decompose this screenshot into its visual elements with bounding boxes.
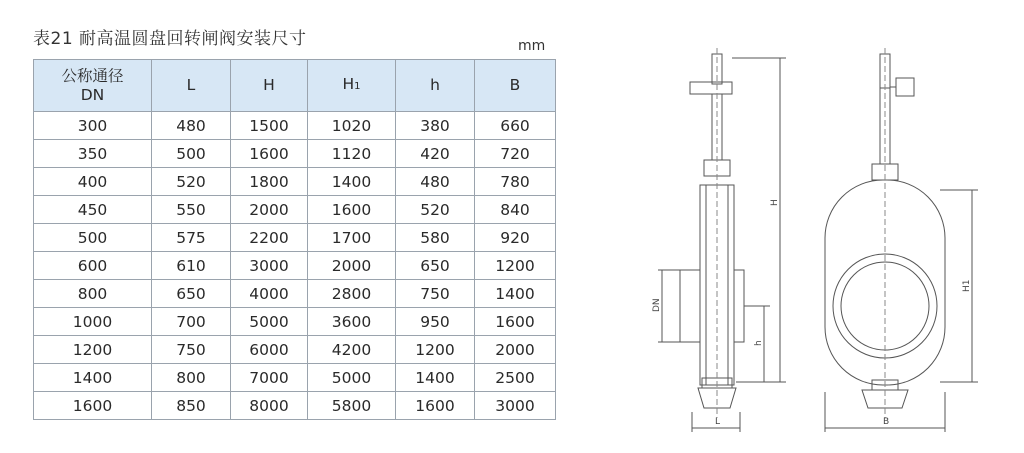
table-cell: 750 <box>396 280 475 308</box>
table-cell: 1800 <box>231 168 308 196</box>
table-cell: 720 <box>475 140 556 168</box>
dimension-table <box>33 59 556 420</box>
header-h: H <box>231 60 308 112</box>
table-cell: 5000 <box>308 364 396 392</box>
table-cell: 660 <box>475 112 556 140</box>
table-cell: 840 <box>475 196 556 224</box>
unit-label: mm <box>518 38 546 54</box>
table-cell: 2500 <box>475 364 556 392</box>
table-cell: 480 <box>152 112 231 140</box>
table-cell: 1400 <box>34 364 152 392</box>
table-header-row <box>34 60 556 112</box>
table-cell: 1400 <box>396 364 475 392</box>
table-row <box>34 280 556 308</box>
table-cell: 500 <box>34 224 152 252</box>
table-cell: 650 <box>152 280 231 308</box>
table-cell: 1200 <box>396 336 475 364</box>
table-row <box>34 336 556 364</box>
table-row <box>34 392 556 420</box>
table-cell: 500 <box>152 140 231 168</box>
table-cell: 5800 <box>308 392 396 420</box>
table-title: 表21 耐高温圆盘回转闸阀安装尺寸 <box>33 29 307 49</box>
table-cell: 550 <box>152 196 231 224</box>
header-h1: H1 <box>308 60 396 112</box>
front-view <box>825 48 978 432</box>
table-cell: 950 <box>396 308 475 336</box>
label-b: B <box>883 417 890 427</box>
header-h-small: h <box>396 60 475 112</box>
table-cell: 850 <box>152 392 231 420</box>
table-cell: 380 <box>396 112 475 140</box>
header-dn <box>34 60 152 112</box>
table-cell: 1600 <box>475 308 556 336</box>
table-cell: 4000 <box>231 280 308 308</box>
header-b: B <box>475 60 556 112</box>
table-cell: 3000 <box>475 392 556 420</box>
table-cell: 1500 <box>231 112 308 140</box>
table-cell: 780 <box>475 168 556 196</box>
side-flange-right <box>734 270 744 342</box>
table-cell: 650 <box>396 252 475 280</box>
table-row <box>34 364 556 392</box>
table-cell: 1600 <box>231 140 308 168</box>
table-cell: 600 <box>34 252 152 280</box>
table-cell: 2000 <box>475 336 556 364</box>
table-cell: 480 <box>396 168 475 196</box>
table-cell: 5000 <box>231 308 308 336</box>
table-cell: 1600 <box>34 392 152 420</box>
table-cell: 1700 <box>308 224 396 252</box>
table-cell: 8000 <box>231 392 308 420</box>
table-cell: 1200 <box>475 252 556 280</box>
table-cell: 575 <box>152 224 231 252</box>
table-cell: 3600 <box>308 308 396 336</box>
table-cell: 1000 <box>34 308 152 336</box>
table-cell: 1600 <box>308 196 396 224</box>
table-cell: 580 <box>396 224 475 252</box>
table-body <box>34 112 556 420</box>
label-h1: H1 <box>962 279 972 292</box>
table-cell: 300 <box>34 112 152 140</box>
header-dn-en: DN <box>80 85 105 104</box>
table-cell: 1120 <box>308 140 396 168</box>
table-row <box>34 140 556 168</box>
table-cell: 420 <box>396 140 475 168</box>
table-cell: 400 <box>34 168 152 196</box>
table-row <box>34 168 556 196</box>
table-row <box>34 196 556 224</box>
table-cell: 2200 <box>231 224 308 252</box>
label-l: L <box>715 417 721 427</box>
label-dn: DN <box>652 298 662 312</box>
table-row <box>34 308 556 336</box>
label-h-big: H <box>770 199 780 206</box>
side-view <box>658 48 786 432</box>
side-flange-left <box>680 270 700 342</box>
table-cell: 610 <box>152 252 231 280</box>
table-cell: 3000 <box>231 252 308 280</box>
table-cell: 800 <box>34 280 152 308</box>
front-actuator <box>896 78 914 96</box>
table-cell: 1600 <box>396 392 475 420</box>
table-cell: 7000 <box>231 364 308 392</box>
table-cell: 520 <box>152 168 231 196</box>
table-cell: 700 <box>152 308 231 336</box>
table-cell: 1020 <box>308 112 396 140</box>
table-cell: 920 <box>475 224 556 252</box>
table-cell: 1400 <box>308 168 396 196</box>
side-handwheel <box>690 82 732 94</box>
table-cell: 2800 <box>308 280 396 308</box>
table-cell: 450 <box>34 196 152 224</box>
table-cell: 800 <box>152 364 231 392</box>
table-cell: 1400 <box>475 280 556 308</box>
table-cell: 520 <box>396 196 475 224</box>
label-h-small: h <box>754 340 764 346</box>
valve-drawing <box>640 40 1010 435</box>
table-cell: 2000 <box>308 252 396 280</box>
table-row <box>34 224 556 252</box>
table-cell: 1200 <box>34 336 152 364</box>
table-row <box>34 112 556 140</box>
table-cell: 350 <box>34 140 152 168</box>
header-dn-cn: 公称通径 <box>61 66 124 85</box>
table-cell: 750 <box>152 336 231 364</box>
header-l: L <box>152 60 231 112</box>
table-cell: 2000 <box>231 196 308 224</box>
table-row <box>34 252 556 280</box>
table-cell: 6000 <box>231 336 308 364</box>
table-cell: 4200 <box>308 336 396 364</box>
